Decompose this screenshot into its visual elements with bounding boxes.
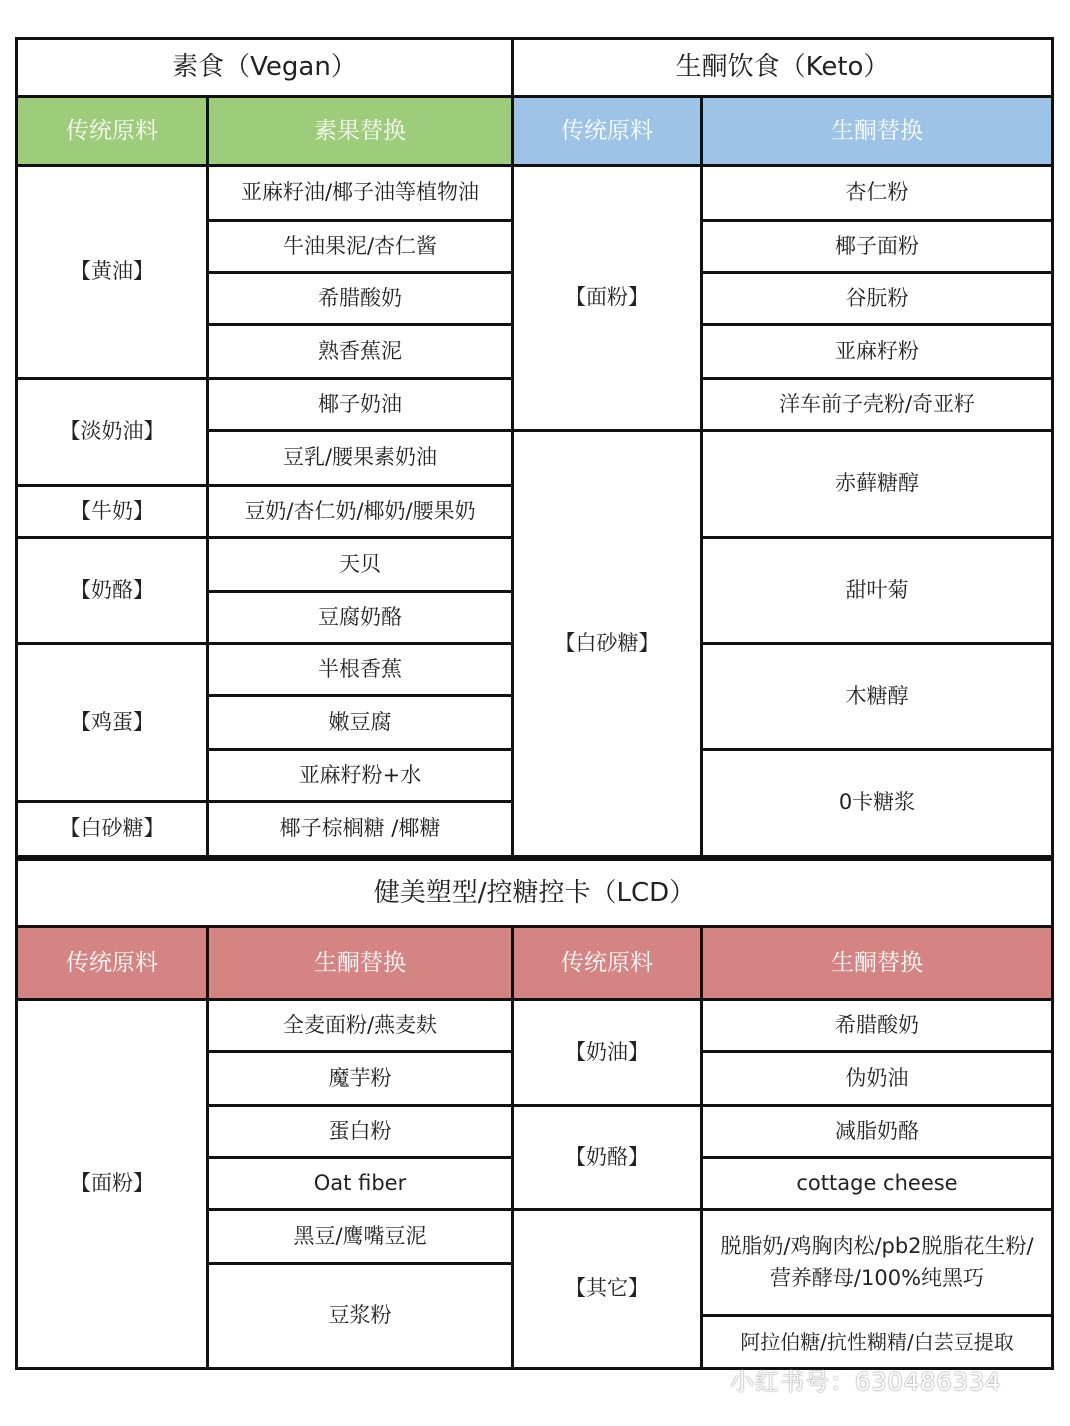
keto-item: 杏仁粉 [700, 164, 1054, 222]
vegan-item: 亚麻籽油/椰子油等植物油 [206, 164, 514, 222]
keto-item: 甜叶菊 [700, 536, 1054, 645]
keto-header-traditional: 传统原料 [511, 95, 703, 167]
lcd-header-traditional-right: 传统原料 [511, 925, 703, 1001]
vegan-item: 半根香蕉 [206, 642, 514, 697]
lcd-header-replacement-right: 生酮替换 [700, 925, 1054, 1001]
lcd-left-item: Oat fiber [206, 1156, 514, 1211]
lcd-left-item: 黑豆/鹰嘴豆泥 [206, 1208, 514, 1265]
vegan-item: 熟香蕉泥 [206, 323, 514, 380]
vegan-item: 天贝 [206, 536, 514, 593]
keto-group-sugar: 【白砂糖】 [511, 429, 703, 858]
keto-item: 木糖醇 [700, 642, 1054, 751]
keto-item: 谷朊粉 [700, 271, 1054, 326]
keto-item: 洋车前子壳粉/奇亚籽 [700, 377, 1054, 432]
vegan-group-egg: 【鸡蛋】 [15, 642, 209, 803]
vegan-group-sugar: 【白砂糖】 [15, 800, 209, 858]
lcd-left-item: 豆浆粉 [206, 1262, 514, 1370]
keto-item: 0卡糖浆 [700, 748, 1054, 858]
keto-item: 亚麻籽粉 [700, 323, 1054, 380]
vegan-header-traditional: 传统原料 [15, 95, 209, 167]
lcd-right-item: 阿拉伯糖/抗性糊精/白芸豆提取 [700, 1314, 1054, 1370]
lcd-left-item: 魔芋粉 [206, 1050, 514, 1107]
vegan-item: 椰子奶油 [206, 377, 514, 432]
lcd-right-item: 希腊酸奶 [700, 998, 1054, 1053]
lcd-group-other: 【其它】 [511, 1208, 703, 1370]
keto-item: 椰子面粉 [700, 219, 1054, 274]
lcd-left-item: 蛋白粉 [206, 1104, 514, 1159]
vegan-group-cheese: 【奶酪】 [15, 536, 209, 645]
vegan-group-butter: 【黄油】 [15, 164, 209, 380]
vegan-item: 椰子棕榈糖 /椰糖 [206, 800, 514, 858]
lcd-header-replacement-left: 生酮替换 [206, 925, 514, 1001]
vegan-item: 亚麻籽粉+水 [206, 748, 514, 803]
lcd-right-item: 减脂奶酪 [700, 1104, 1054, 1159]
vegan-item: 希腊酸奶 [206, 271, 514, 326]
vegan-group-cream: 【淡奶油】 [15, 377, 209, 487]
lcd-right-item: 脱脂奶/鸡胸肉松/pb2脱脂花生粉/营养酵母/100%纯黑巧 [700, 1208, 1054, 1317]
lcd-right-item: cottage cheese [700, 1156, 1054, 1211]
watermark-text: 小红书号：630486334 [730, 1368, 1002, 1396]
lcd-right-item: 伪奶油 [700, 1050, 1054, 1107]
vegan-item: 豆腐奶酪 [206, 590, 514, 645]
keto-group-flour: 【面粉】 [511, 164, 703, 432]
lcd-group-flour: 【面粉】 [15, 998, 209, 1370]
lcd-header-traditional-left: 传统原料 [15, 925, 209, 1001]
keto-item: 赤藓糖醇 [700, 429, 1054, 539]
vegan-title: 素食（Vegan） [15, 37, 514, 98]
lcd-group-cream: 【奶油】 [511, 998, 703, 1107]
keto-header-replacement: 生酮替换 [700, 95, 1054, 167]
lcd-group-cheese: 【奶酪】 [511, 1104, 703, 1211]
vegan-group-milk: 【牛奶】 [15, 484, 209, 539]
keto-title: 生酮饮食（Keto） [511, 37, 1054, 98]
vegan-item: 牛油果泥/杏仁酱 [206, 219, 514, 274]
vegan-header-replacement: 素果替换 [206, 95, 514, 167]
vegan-item: 豆乳/腰果素奶油 [206, 429, 514, 487]
vegan-item: 豆奶/杏仁奶/椰奶/腰果奶 [206, 484, 514, 539]
lcd-left-item: 全麦面粉/燕麦麸 [206, 998, 514, 1053]
vegan-item: 嫩豆腐 [206, 694, 514, 751]
lcd-title: 健美塑型/控糖控卡（LCD） [15, 858, 1054, 928]
